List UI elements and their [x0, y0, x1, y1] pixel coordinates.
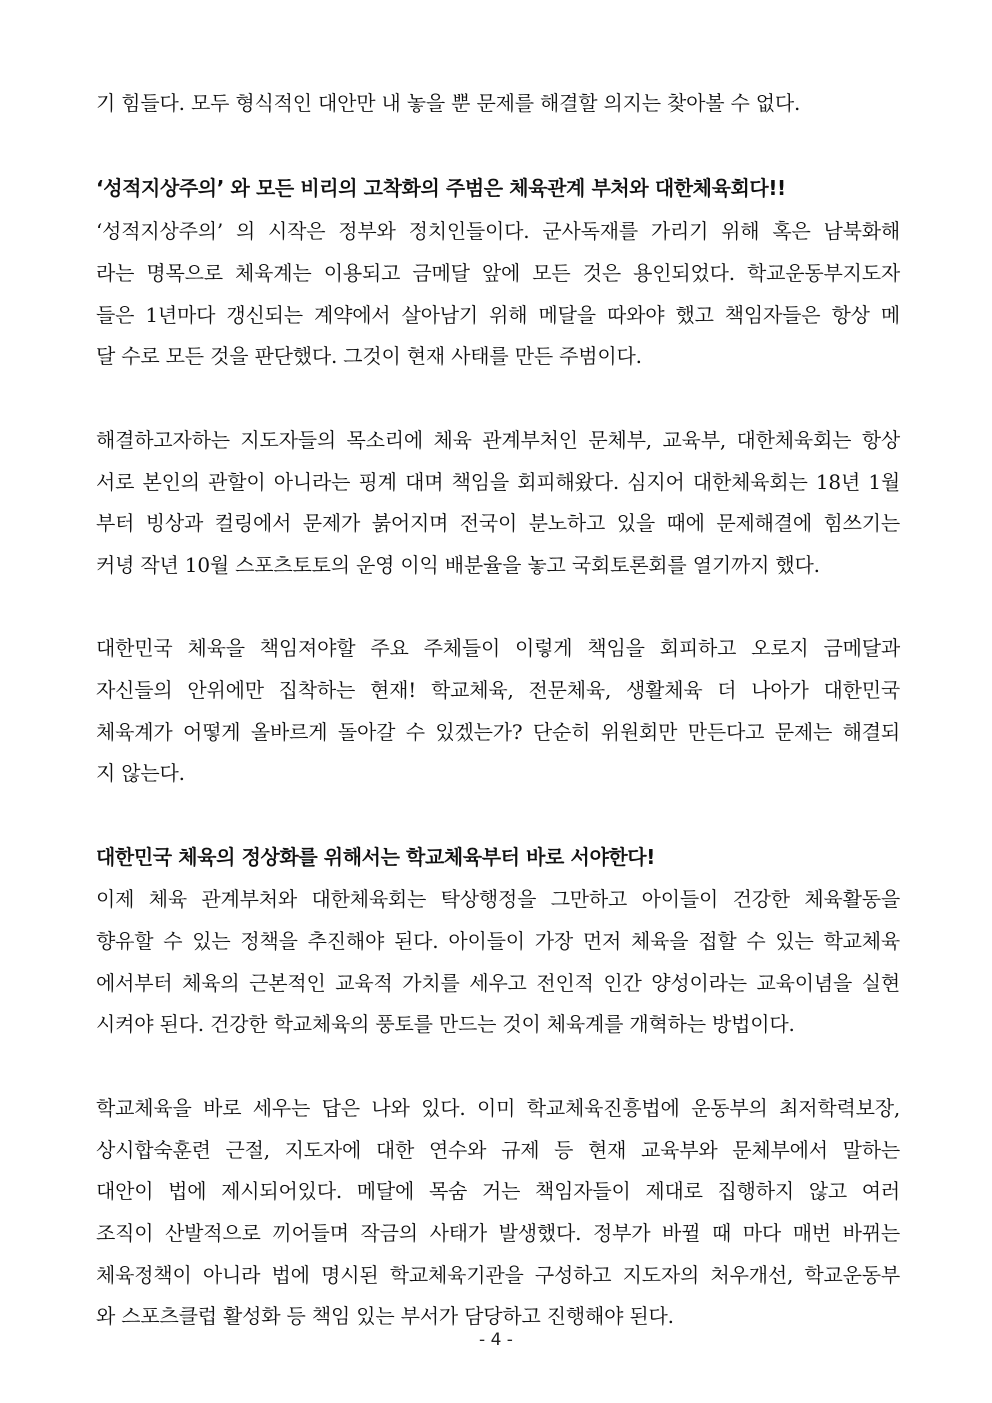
- section2-p2-line: 상시합숙훈련 근절, 지도자에 대한 연수와 규제 등 현재 교육부와 문체부에서 말하는: [96, 1138, 900, 1162]
- section1-p1-line: 들은 1년마다 갱신되는 계약에서 살아남기 위해 메달을 따와야 했고 책임자들은 항상 메: [96, 303, 900, 327]
- section1-p1-line: 달 수로 모든 것을 판단했다. 그것이 현재 사태를 만든 주범이다.: [96, 344, 642, 368]
- section2-p2-line: 체육정책이 아니라 법에 명시된 학교체육기관을 구성하고 지도자의 처우개선, 학교운동부: [96, 1263, 900, 1287]
- section2-heading: 대한민국 체육의 정상화를 위해서는 학교체육부터 바로 서야한다!: [96, 845, 655, 869]
- section1-p1-line: ‘성적지상주의’ 의 시작은 정부와 정치인들이다. 군사독재를 가리기 위해 혹은 남북화해: [96, 219, 900, 243]
- section1-p3-line: 대한민국 체육을 책임져야할 주요 주체들이 이렇게 책임을 회피하고 오로지 금메달과: [96, 636, 900, 660]
- intro-line: 기 힘들다. 모두 형식적인 대안만 내 놓을 뿐 문제를 해결할 의지는 찾아볼 수 없다.: [96, 91, 801, 115]
- section2-p2-line: 학교체육을 바로 세우는 답은 나와 있다. 이미 학교체육진흥법에 운동부의 최저학력보장,: [96, 1096, 900, 1120]
- section2-p1-line: 이제 체육 관계부처와 대한체육회는 탁상행정을 그만하고 아이들이 건강한 체육활동을: [96, 887, 900, 911]
- section2-p1-line: 시켜야 된다. 건강한 학교체육의 풍토를 만드는 것이 체육계를 개혁하는 방법이다.: [96, 1012, 795, 1036]
- section2-p2-line: 대안이 법에 제시되어있다. 메달에 목숨 거는 책임자들이 제대로 집행하지 않고 여러: [96, 1179, 900, 1203]
- section1-p2-line: 커녕 작년 10월 스포츠토토의 운영 이익 배분율을 놓고 국회토론회를 열기까지 했다.: [96, 553, 820, 577]
- section1-p2-line: 서로 본인의 관할이 아니라는 핑계 대며 책임을 회피해왔다. 심지어 대한체육회는 18년 1월: [96, 470, 900, 494]
- section2-p2-line: 조직이 산발적으로 끼어들며 작금의 사태가 발생했다. 정부가 바뀔 때 마다 매번 바뀌는: [96, 1221, 900, 1245]
- page-number: - 4 -: [479, 1330, 513, 1350]
- section2-p1-line: 향유할 수 있는 정책을 추진해야 된다. 아이들이 가장 먼저 체육을 접할 수 있는 학교체육: [96, 929, 900, 953]
- section1-p2-line: 부터 빙상과 컬링에서 문제가 붉어지며 전국이 분노하고 있을 때에 문제해결에 힘쓰기는: [96, 511, 900, 535]
- section1-p2-line: 해결하고자하는 지도자들의 목소리에 체육 관계부처인 문체부, 교육부, 대한체육회는 항상: [96, 428, 900, 452]
- section2-p2-line: 와 스포츠클럽 활성화 등 책임 있는 부서가 담당하고 진행해야 된다.: [96, 1304, 674, 1328]
- section2-p1-line: 에서부터 체육의 근본적인 교육적 가치를 세우고 전인적 인간 양성이라는 교육이념을 실현: [96, 971, 900, 995]
- section1-p1-line: 라는 명목으로 체육계는 이용되고 금메달 앞에 모든 것은 용인되었다. 학교운동부지도자: [96, 261, 900, 285]
- section1-heading: ‘성적지상주의’ 와 모든 비리의 고착화의 주범은 체육관계 부처와 대한체육회다!!: [96, 176, 786, 200]
- section1-p3-line: 체육계가 어떻게 올바르게 돌아갈 수 있겠는가? 단순히 위원회만 만든다고 문제는 해결되: [96, 720, 900, 744]
- section1-p3-line: 지 않는다.: [96, 761, 185, 785]
- section1-p3-line: 자신들의 안위에만 집착하는 현재! 학교체육, 전문체육, 생활체육 더 나아가 대한민국: [96, 678, 900, 702]
